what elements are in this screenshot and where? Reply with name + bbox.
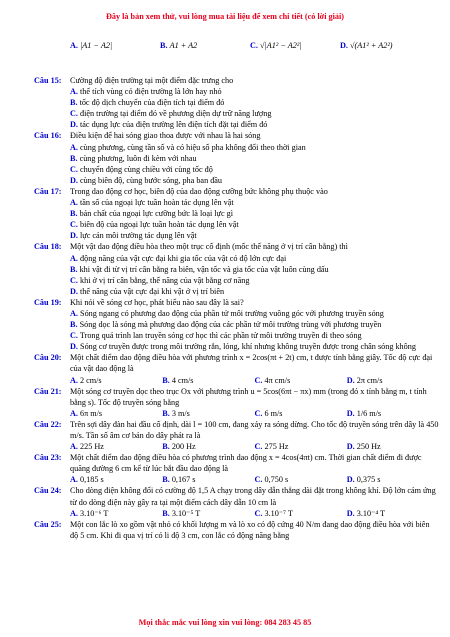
question-row [34, 297, 439, 308]
answer-key: C. [70, 109, 78, 119]
question-block [34, 352, 439, 385]
answer-option [70, 208, 439, 219]
answer-key: D. [346, 375, 355, 385]
answer-option [70, 153, 439, 164]
answer-text: 2 cm/s [80, 375, 102, 385]
question-number: Câu 25: [34, 519, 62, 529]
question-number: Câu 19: [34, 297, 62, 307]
answer-option [162, 474, 254, 485]
answer-option [70, 308, 439, 319]
answer-key: B. [162, 408, 170, 418]
answer-list [70, 308, 439, 352]
answer-key: C. [254, 508, 263, 518]
answer-list [70, 474, 439, 485]
answer-key: A. [70, 253, 78, 263]
answer-key: B. [70, 209, 78, 219]
option-key: B. [160, 41, 168, 50]
question-number: Câu 16: [34, 131, 62, 141]
answer-key: A. [70, 308, 78, 318]
answer-key: D. [70, 231, 78, 241]
question-text: Một chất điểm dao động điều hòa với phương trình x = 2cos(πt + 2t) cm, t được tính bằng giây. Tốc độ cực đại của vật dao động là [70, 353, 433, 374]
answer-text: 3.10⁻⁴ T [356, 508, 386, 518]
answer-option [162, 508, 254, 519]
question-block [34, 485, 439, 518]
answer-text: 3.10⁻⁶ T [80, 508, 109, 518]
answer-option [70, 330, 439, 341]
answer-key: A. [70, 87, 78, 97]
answer-key: C. [254, 475, 263, 485]
answer-option [347, 408, 439, 419]
answer-key: D. [70, 286, 78, 296]
answer-key: A. [70, 475, 78, 485]
answer-key: D. [346, 408, 355, 418]
question-text: Một vật dao động điều hòa theo một trục cố định (mốc thế năng ở vị trí cân bằng) thì [70, 242, 348, 252]
answer-option [347, 375, 439, 386]
question-row [34, 75, 439, 86]
answer-text: điện trường tại điểm đó về phương diện dự trữ năng lượng [80, 109, 272, 119]
answer-option [70, 264, 439, 275]
answer-key: C. [254, 408, 263, 418]
contact-footer: Mọi thắc mắc vui lòng xin vui lòng: 084 283 45 85 [138, 618, 312, 627]
option-formula: √|A1² − A2²| [260, 41, 302, 50]
answer-key: A. [70, 142, 78, 152]
answer-text: khi vật đi từ vị trí cân bằng ra biên, vận tốc và gia tốc của vật luôn cùng dấu [79, 264, 329, 274]
answer-key: A. [70, 375, 78, 385]
question-number: Câu 17: [34, 186, 62, 196]
question-number: Câu 22: [34, 419, 62, 429]
answer-text: khi ở vị trí cân bằng, thế năng của vật bằng cơ năng [80, 275, 250, 285]
option-c [250, 40, 340, 52]
answer-list [70, 375, 439, 386]
answer-list [70, 508, 439, 519]
answer-option [255, 441, 347, 452]
answer-key: D. [70, 342, 78, 352]
question-block [34, 186, 439, 241]
previous-question-options [70, 40, 430, 52]
answer-option [70, 108, 439, 119]
question-block [34, 452, 439, 485]
answer-text: 200 Hz [171, 442, 196, 452]
answer-text: chuyển động cùng chiều với cùng tốc độ [80, 164, 213, 174]
answer-option [162, 408, 254, 419]
question-block [34, 297, 439, 352]
answer-text: Trong quá trình lan truyền sóng cơ học thì các phần tử môi trường truyền đi theo sóng [79, 331, 362, 341]
answer-text: động năng của vật cực đại khi gia tốc của vật có độ lớn cực đại [80, 253, 287, 263]
answer-key: D. [346, 442, 355, 452]
answer-option [70, 142, 439, 153]
question-number: Câu 15: [34, 76, 62, 85]
answer-key: C. [254, 375, 263, 385]
question-number: Câu 23: [34, 453, 62, 463]
answer-option [255, 408, 347, 419]
question-row [34, 186, 439, 197]
answer-text: 3 m/s [171, 408, 190, 418]
option-formula: A1 + A2 [169, 41, 198, 50]
answer-key: A. [70, 508, 78, 518]
question-block [34, 130, 439, 185]
answer-option [162, 375, 254, 386]
option-key: D. [340, 41, 348, 50]
answer-text: 275 Hz [264, 442, 289, 452]
answer-option [70, 508, 162, 519]
answer-text: tốc độ dịch chuyển của điện tích tại điểm đó [79, 98, 225, 108]
option-key: A. [70, 41, 78, 50]
question-block [34, 519, 439, 541]
answer-key: D. [346, 508, 355, 518]
answer-list [70, 408, 439, 419]
answer-key: B. [70, 264, 78, 274]
question-block [34, 241, 439, 296]
answer-option [70, 375, 162, 386]
answer-key: C. [70, 331, 78, 341]
question-number: Câu 20: [34, 353, 62, 363]
question-row [34, 519, 439, 541]
answer-text: 225 Hz [80, 442, 104, 452]
answer-option [70, 119, 439, 130]
answer-key: C. [70, 275, 78, 285]
answer-key: D. [70, 120, 78, 130]
question-text: Một con lắc lò xo gồm vật nhỏ có khối lượng m và lò xo có độ cứng 40 N/m đang dao động điều hòa với biên độ 5 cm. Khi đi qua vị trí có li độ 3 cm, con lắc có động năng bằng [70, 519, 430, 540]
answer-option [70, 97, 439, 108]
answer-text: 250 Hz [356, 442, 381, 452]
answer-text: 4 cm/s [171, 375, 194, 385]
question-row [34, 241, 439, 252]
answer-text: 3.10⁻⁵ T [171, 508, 201, 518]
option-formula: √(A1² + A2²) [350, 41, 393, 50]
answer-text: 0,185 s [80, 475, 104, 485]
answer-option [347, 508, 439, 519]
answer-option [70, 441, 162, 452]
answer-option [70, 197, 439, 208]
answer-text: 3.10⁻⁷ T [264, 508, 293, 518]
answer-text: tác dụng lực của điện trường lên điện tích đặt tại điểm đó [80, 120, 268, 130]
answer-text: thể tích vùng có điện trường là lớn hay nhỏ [80, 87, 222, 97]
option-a [70, 40, 160, 52]
option-b [160, 40, 250, 52]
answer-list [70, 86, 439, 130]
question-block [34, 386, 439, 419]
answer-option [70, 219, 439, 230]
question-text: Trên sợi dây đàn hai đầu cố định, dài l = 100 cm, đang xảy ra sóng dừng. Cho tốc độ truyền sóng trên dây là 450 m/s. Tần số âm cơ bản do dây phát ra là [70, 419, 439, 440]
answer-option [70, 230, 439, 241]
answer-text: 6 m/s [264, 408, 283, 418]
answer-text: 0,167 s [171, 475, 196, 485]
answer-option [162, 441, 254, 452]
answer-text: cùng phương, luôn đi kèm với nhau [79, 153, 197, 163]
answer-key: D. [70, 175, 78, 185]
option-formula: |A1 − A2| [80, 41, 113, 50]
answer-list [70, 142, 439, 186]
answer-key: B. [162, 375, 170, 385]
question-row [34, 386, 439, 408]
answer-list [70, 253, 439, 297]
question-row [34, 130, 439, 141]
question-text: Khi nói về sóng cơ học, phát biểu nào sau đây là sai? [70, 297, 244, 307]
option-key: C. [250, 41, 258, 50]
answer-option [70, 319, 439, 330]
answer-key: A. [70, 198, 78, 208]
answer-option [70, 175, 439, 186]
answer-text: 4π cm/s [264, 375, 291, 385]
answer-text: lực cản môi trường tác dụng lên vật [80, 231, 197, 241]
answer-text: 6π m/s [80, 408, 103, 418]
answer-option [347, 441, 439, 452]
answer-option [70, 408, 162, 419]
question-text: Trong dao động cơ học, biên độ của dao động cưỡng bức không phụ thuộc vào [70, 186, 328, 196]
answer-key: B. [162, 475, 170, 485]
answer-text: 0,750 s [264, 475, 289, 485]
answer-text: tần số của ngoại lực tuần hoàn tác dụng lên vật [80, 198, 234, 208]
question-text: Cường độ điện trường tại một điểm đặc trưng cho [70, 76, 234, 85]
question-number: Câu 24: [34, 486, 62, 496]
answer-text: bản chất của ngoại lực cưỡng bức là loại lực gì [79, 209, 234, 219]
question-text: Cho dòng điện không đổi có cường độ 1,5 A chạy trong dây dẫn thẳng dài đặt trong không khí. Độ lớn cảm ứng từ do dòng điện này gây ra tại một điểm cách dây dẫn 10 cm là [70, 486, 436, 507]
answer-key: A. [70, 408, 78, 418]
answer-key: C. [70, 220, 78, 230]
option-d [340, 40, 430, 52]
answer-key: B. [162, 508, 170, 518]
answer-key: B. [70, 98, 78, 108]
answer-option [70, 341, 439, 352]
question-text: Một sóng cơ truyền dọc theo trục Ox với phương trình u = 5cos(6πt − πx) mm (trong đó x tính bằng m, t tính bằng s). Tốc độ truyền sóng bằng [70, 386, 427, 407]
answer-text: thế năng của vật cực đại khi vật ở vị trí biên [80, 286, 225, 296]
answer-key: B. [162, 442, 170, 452]
answer-option [255, 508, 347, 519]
answer-text: biên độ của ngoại lực tuần hoàn tác dụng lên vật [80, 220, 239, 230]
answer-key: B. [70, 320, 78, 330]
answer-text: Sóng ngang có phương dao động của phần tử môi trường vuông góc với phương truyền sóng [80, 308, 384, 318]
question-block [34, 419, 439, 452]
answer-text: cùng biên độ, cùng bước sóng, pha ban đầu [80, 175, 223, 185]
answer-list [70, 441, 439, 452]
preview-notice: Đây là bản xem thử, vui lòng mua tài liệu để xem chi tiết (có lời giải) [105, 12, 344, 21]
answer-option [70, 164, 439, 175]
answer-text: 2π cm/s [356, 375, 383, 385]
answer-key: C. [70, 164, 78, 174]
answer-key: D. [346, 475, 355, 485]
answer-key: B. [70, 153, 78, 163]
answer-text: cùng phương, cùng tần số và có hiệu số pha không đổi theo thời gian [80, 142, 306, 152]
question-block [34, 75, 439, 130]
question-row [34, 452, 439, 474]
answer-text: 1/6 m/s [356, 408, 382, 418]
answer-option [70, 275, 439, 286]
answer-option [70, 86, 439, 97]
question-number: Câu 18: [34, 242, 62, 252]
question-list [34, 75, 439, 541]
answer-option [70, 253, 439, 264]
answer-text: Sóng dọc là sóng mà phương dao động của các phần tử môi trường trùng với phương truyền [79, 320, 382, 330]
question-row [34, 352, 439, 374]
question-text: Một chất điểm dao động điều hòa có phương trình dao động x = 4cos(4πt) cm. Thời gian chất điểm đi được quãng đường 6 cm kể từ lúc bắt đầu dao động là [70, 453, 422, 474]
question-row [34, 485, 439, 507]
answer-option [70, 286, 439, 297]
answer-key: C. [254, 442, 263, 452]
answer-option [347, 474, 439, 485]
answer-key: A. [70, 442, 78, 452]
answer-text: Sóng cơ truyền được trong môi trường rắn, lỏng, khí nhưng không truyền được trong chân sóng không [80, 342, 416, 352]
answer-text: 0,375 s [356, 475, 381, 485]
answer-list [70, 197, 439, 241]
answer-option [255, 375, 347, 386]
question-row [34, 419, 439, 441]
answer-option [255, 474, 347, 485]
question-number: Câu 21: [34, 386, 62, 396]
answer-option [70, 474, 162, 485]
question-text: Điều kiện để hai sóng giao thoa được với nhau là hai sóng [70, 131, 261, 141]
